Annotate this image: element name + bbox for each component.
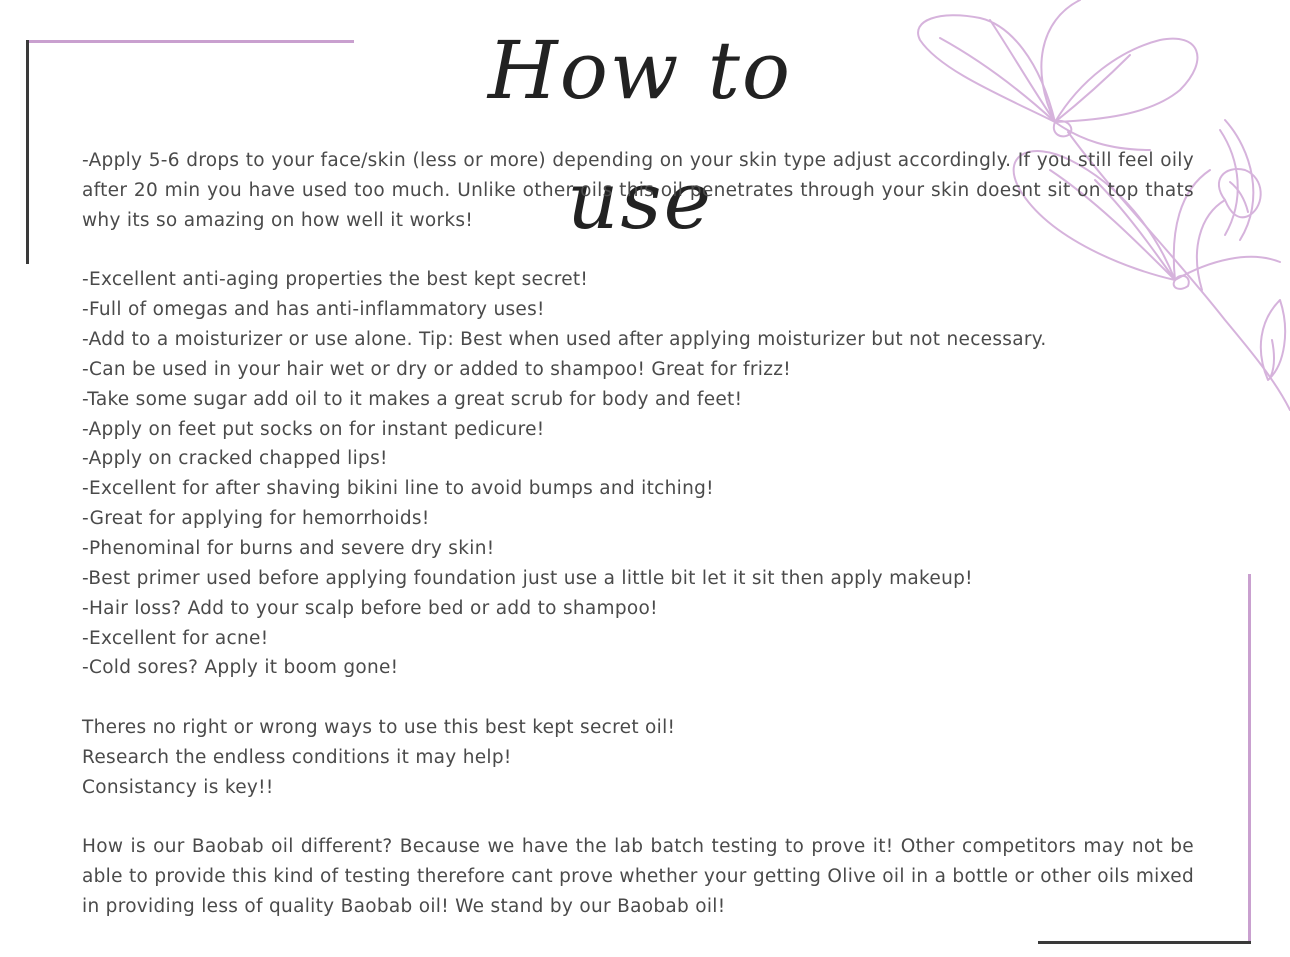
use-item: -Cold sores? Apply it boom gone! bbox=[82, 657, 399, 679]
closing-line: Theres no right or wrong ways to use this best kept secret oil! bbox=[82, 717, 676, 739]
spacer bbox=[82, 683, 1194, 713]
use-item: -Can be used in your hair wet or dry or added to shampoo! Great for frizz! bbox=[82, 358, 791, 380]
intro-paragraph: -Apply 5-6 drops to your face/skin (less or more) depending on your skin type adjust accordingly. If you still feel oily after 20 min you have used too much. Unlike other oils this oil penetrates through your skin doesnt sit on top thats why its so amazing on how well it works! bbox=[82, 150, 1194, 231]
uses-list bbox=[82, 265, 1194, 683]
frame-bottom-right-horizontal bbox=[1038, 941, 1251, 944]
difference-paragraph: How is our Baobab oil different? Because we have the lab batch testing to prove it! Other competitors may not be able to provide this kind of testing therefore cant prove whether your getting Olive oil in a bottle or other oils mixed in providing less of quality Baobab oil! We stand by our Baobab oil! bbox=[82, 836, 1194, 918]
spacer bbox=[82, 803, 1194, 833]
use-item: -Excellent for acne! bbox=[82, 627, 269, 649]
use-item: -Full of omegas and has anti-inflammatory uses! bbox=[82, 299, 545, 321]
page-title: How to use bbox=[487, 24, 793, 247]
frame-top-left-vertical bbox=[26, 40, 29, 264]
use-item: -Hair loss? Add to your scalp before bed or add to shampoo! bbox=[82, 597, 658, 619]
spacer bbox=[82, 236, 1194, 266]
frame-bottom-right-vertical bbox=[1248, 574, 1251, 944]
closing-line: Research the endless conditions it may help! bbox=[82, 746, 512, 768]
use-item: -Phenominal for burns and severe dry skin! bbox=[82, 537, 495, 559]
use-item: -Excellent for after shaving bikini line to avoid bumps and itching! bbox=[82, 478, 714, 500]
closing-line: Consistancy is key!! bbox=[82, 776, 274, 798]
use-item: -Apply on feet put socks on for instant pedicure! bbox=[82, 418, 545, 440]
closing-lines bbox=[82, 713, 1194, 803]
use-item: -Take some sugar add oil to it makes a great scrub for body and feet! bbox=[82, 388, 743, 410]
use-item: -Best primer used before applying foundation just use a little bit let it sit then apply makeup! bbox=[82, 567, 973, 589]
frame-top-left-horizontal bbox=[26, 40, 354, 43]
instructions-content bbox=[82, 146, 1194, 922]
use-item: -Add to a moisturizer or use alone. Tip: Best when used after applying moisturizer but not necessary. bbox=[82, 329, 1047, 351]
use-item: -Great for applying for hemorrhoids! bbox=[82, 508, 430, 530]
use-item: -Excellent anti-aging properties the best kept secret! bbox=[82, 269, 589, 291]
use-item: -Apply on cracked chapped lips! bbox=[82, 448, 388, 470]
